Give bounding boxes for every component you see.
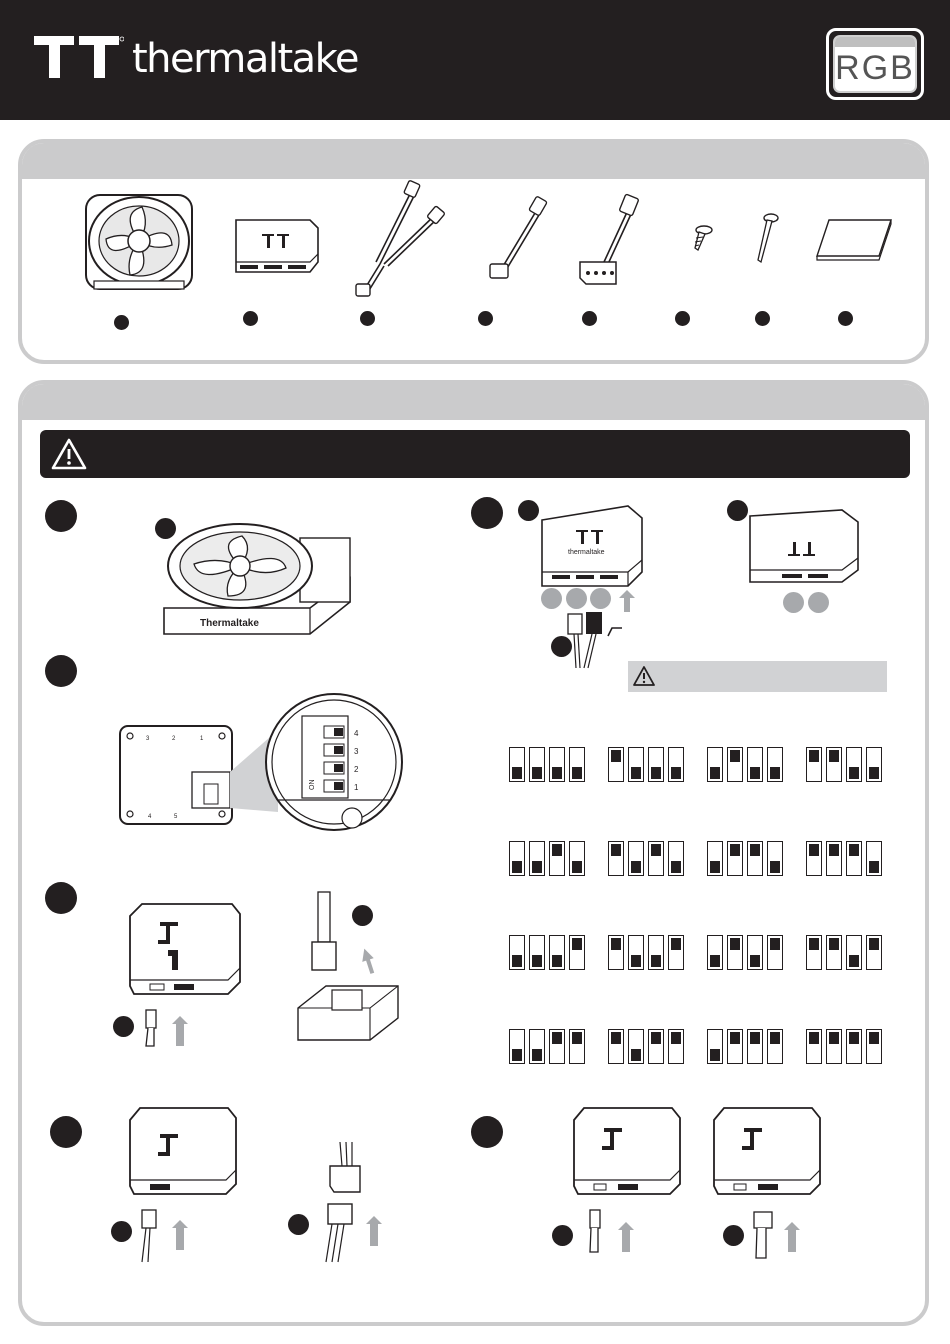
dip-switch-knob xyxy=(512,1049,522,1061)
step-6-bullet xyxy=(471,1116,503,1148)
accessory-bullet xyxy=(838,311,853,326)
dip-switch xyxy=(747,1029,763,1064)
dip-switch xyxy=(668,935,684,970)
dip-switch-knob xyxy=(849,1032,859,1044)
thermaltake-tt-logo-icon xyxy=(34,36,124,78)
dip-switch-config xyxy=(806,747,882,782)
warning-triangle-icon xyxy=(50,437,88,471)
dip-switch-config xyxy=(509,1029,585,1064)
dip-switch xyxy=(648,841,664,876)
dip-switch-location-illustration xyxy=(118,690,418,840)
dip-switch-knob xyxy=(611,938,621,950)
dip-switch-knob xyxy=(809,844,819,856)
warning-bar xyxy=(40,430,910,478)
dip-switch xyxy=(529,841,545,876)
dip-switch-knob xyxy=(730,844,740,856)
accessory-bullet xyxy=(360,311,375,326)
dip-switch xyxy=(806,747,822,782)
dip-switch xyxy=(668,841,684,876)
dip-switch-config xyxy=(608,841,684,876)
dip-switch-knob xyxy=(770,767,780,779)
rgb-badge-label: RGB xyxy=(835,49,915,87)
dip-switch xyxy=(727,1029,743,1064)
dip-switch-knob xyxy=(651,1032,661,1044)
dip-switch xyxy=(806,841,822,876)
controller-top-illustration xyxy=(572,1104,684,1200)
accessory-bullet xyxy=(582,311,597,326)
dip-switch-knob xyxy=(770,1032,780,1044)
dip-switch-knob xyxy=(750,844,760,856)
dip-switch-knob xyxy=(651,844,661,856)
dip-switch-knob xyxy=(809,750,819,762)
dip-switch xyxy=(628,1029,644,1064)
long-screw-icon xyxy=(752,212,780,268)
dip-switch xyxy=(707,1029,723,1064)
dip-switch-knob xyxy=(750,767,760,779)
y-splitter-cable-icon xyxy=(350,178,446,300)
dip-switch xyxy=(628,747,644,782)
controller-logo-text: thermaltake xyxy=(568,549,605,556)
warning-note-bar xyxy=(628,661,887,692)
dip-switch-config xyxy=(608,935,684,970)
dip-switch xyxy=(866,935,882,970)
dip-switch xyxy=(747,841,763,876)
dip-switch xyxy=(569,841,585,876)
warning-triangle-icon xyxy=(632,665,656,687)
step-3-bullet xyxy=(45,655,77,687)
dip-switch-knob xyxy=(532,955,542,967)
dip-switch-config xyxy=(806,1029,882,1064)
short-screw-icon xyxy=(690,224,714,252)
dip-switch xyxy=(549,747,565,782)
dip-switch xyxy=(846,841,862,876)
dip-switch-knob xyxy=(552,844,562,856)
svg-text:1: 1 xyxy=(354,783,359,792)
dip-switch xyxy=(509,1029,525,1064)
controller-top-illustration xyxy=(128,900,244,1000)
molex-power-cable-icon xyxy=(572,192,652,296)
dip-switch xyxy=(767,841,783,876)
dip-switch xyxy=(608,1029,624,1064)
dip-switch-knob xyxy=(532,1049,542,1061)
dip-switch xyxy=(806,935,822,970)
dip-switch xyxy=(668,1029,684,1064)
dip-switch-config xyxy=(707,1029,783,1064)
part-bullet xyxy=(288,1214,309,1235)
dip-switch-config xyxy=(707,935,783,970)
brand-name: thermaltake xyxy=(132,36,359,82)
dip-switch-knob xyxy=(651,955,661,967)
dip-switch-knob xyxy=(631,767,641,779)
dip-switch xyxy=(628,841,644,876)
dip-switch-knob xyxy=(710,767,720,779)
dip-switch xyxy=(707,935,723,970)
dip-switch-knob xyxy=(750,1032,760,1044)
dip-switch xyxy=(549,1029,565,1064)
installation-panel-header xyxy=(22,384,925,420)
dip-switch-knob xyxy=(572,861,582,873)
part-bullet xyxy=(723,1225,744,1246)
cable-plug-illustration xyxy=(582,1208,642,1258)
dip-switch xyxy=(648,1029,664,1064)
dip-switch xyxy=(608,841,624,876)
svg-text:1: 1 xyxy=(200,736,204,742)
accessory-bullet xyxy=(478,311,493,326)
dip-switch xyxy=(727,841,743,876)
rgb-cable-plug-illustration xyxy=(748,1208,808,1264)
port-bullet xyxy=(783,592,804,613)
dip-switch-knob xyxy=(869,767,879,779)
part-bullet xyxy=(111,1221,132,1242)
molex-connection-illustration xyxy=(316,1140,392,1264)
dip-switch xyxy=(628,935,644,970)
dip-switch-knob xyxy=(651,767,661,779)
dip-switch xyxy=(866,841,882,876)
svg-text:3: 3 xyxy=(354,747,359,756)
dip-switch-knob xyxy=(770,861,780,873)
fan-frame-text: Thermaltake xyxy=(200,618,259,629)
dip-switch-knob xyxy=(611,750,621,762)
dip-switch xyxy=(727,935,743,970)
dip-switch xyxy=(509,935,525,970)
dip-switch-knob xyxy=(552,955,562,967)
dip-switch-knob xyxy=(611,844,621,856)
rgb-controller-box-icon xyxy=(230,212,322,282)
dip-switch-knob xyxy=(730,938,740,950)
adhesive-pad-icon xyxy=(815,214,895,266)
dip-switch xyxy=(668,747,684,782)
dip-switch xyxy=(549,935,565,970)
dip-switch xyxy=(846,1029,862,1064)
step-2-bullet xyxy=(471,497,503,529)
dip-switch-knob xyxy=(671,861,681,873)
dip-switch-knob xyxy=(809,1032,819,1044)
controller-top-illustration xyxy=(128,1104,240,1200)
dip-switch xyxy=(846,747,862,782)
svg-text:2: 2 xyxy=(354,765,359,774)
part-bullet xyxy=(518,500,539,521)
dip-switch xyxy=(767,1029,783,1064)
rgb-fan-icon xyxy=(80,185,198,297)
dip-switch xyxy=(747,935,763,970)
dip-switch xyxy=(509,747,525,782)
dip-switch-knob xyxy=(730,1032,740,1044)
dip-switch xyxy=(707,841,723,876)
dip-switch-knob xyxy=(869,861,879,873)
dip-switch xyxy=(806,1029,822,1064)
dip-switch xyxy=(608,747,624,782)
dip-switch xyxy=(648,935,664,970)
dip-switch-knob xyxy=(849,767,859,779)
power-cable-plug-illustration xyxy=(136,1208,196,1264)
dip-switch-knob xyxy=(572,938,582,950)
svg-text:2: 2 xyxy=(172,736,176,742)
dip-switch-knob xyxy=(710,861,720,873)
dip-switch-knob xyxy=(829,938,839,950)
dip-switch-knob xyxy=(671,767,681,779)
dip-switch xyxy=(767,935,783,970)
dip-switch-knob xyxy=(829,750,839,762)
dip-switch-config xyxy=(509,841,585,876)
fan-mounting-illustration xyxy=(160,518,356,638)
dip-switch-knob xyxy=(849,844,859,856)
dip-switch xyxy=(727,747,743,782)
part-bullet xyxy=(727,500,748,521)
dip-switch xyxy=(608,935,624,970)
dip-switch-knob xyxy=(611,1032,621,1044)
dip-switch-knob xyxy=(710,955,720,967)
dip-switch-knob xyxy=(552,1032,562,1044)
dip-switch xyxy=(509,841,525,876)
dip-switch-knob xyxy=(710,1049,720,1061)
dip-switch-config xyxy=(509,747,585,782)
rgb-cable-connector-illustration xyxy=(564,608,624,672)
dip-switch xyxy=(529,1029,545,1064)
dip-switch-knob xyxy=(869,938,879,950)
dip-switch-knob xyxy=(671,1032,681,1044)
dip-switch-knob xyxy=(750,955,760,967)
dip-switch-knob xyxy=(730,750,740,762)
dip-switch xyxy=(826,747,842,782)
controller-front-illustration xyxy=(538,502,648,592)
dip-switch-knob xyxy=(770,938,780,950)
accessories-panel-header xyxy=(22,143,925,179)
svg-text:5: 5 xyxy=(174,814,178,820)
dip-switch xyxy=(846,935,862,970)
step-1-bullet xyxy=(45,500,77,532)
dip-switch-knob xyxy=(572,767,582,779)
dip-switch-config xyxy=(806,935,882,970)
dip-switch-knob xyxy=(512,767,522,779)
accessory-bullet xyxy=(675,311,690,326)
dip-switch-config xyxy=(509,935,585,970)
dip-switch xyxy=(529,747,545,782)
dip-switch-config xyxy=(707,841,783,876)
dip-switch xyxy=(747,747,763,782)
dip-switch xyxy=(767,747,783,782)
dip-on-label: ON xyxy=(309,779,316,790)
cable-plug-illustration xyxy=(140,1008,196,1050)
dip-switch xyxy=(549,841,565,876)
dip-switch xyxy=(707,747,723,782)
dip-switch-knob xyxy=(631,861,641,873)
controller-top-illustration xyxy=(712,1104,824,1200)
dip-switch-knob xyxy=(532,767,542,779)
dip-switch-knob xyxy=(829,1032,839,1044)
dip-switch-knob xyxy=(829,844,839,856)
extension-cable-icon xyxy=(480,192,556,288)
rgb-badge xyxy=(826,28,924,100)
dip-switch xyxy=(529,935,545,970)
dip-switch-config xyxy=(806,841,882,876)
dip-switch-knob xyxy=(631,955,641,967)
port-bullet xyxy=(808,592,829,613)
dip-switch xyxy=(569,935,585,970)
dip-switch xyxy=(866,747,882,782)
step-4-bullet xyxy=(45,882,77,914)
dip-switch-config xyxy=(608,747,684,782)
dip-switch xyxy=(569,747,585,782)
dip-switch-knob xyxy=(849,955,859,967)
dip-switch-knob xyxy=(512,955,522,967)
header-connection-illustration xyxy=(296,890,400,1042)
dip-switch-knob xyxy=(552,767,562,779)
dip-switch xyxy=(569,1029,585,1064)
part-bullet xyxy=(113,1016,134,1037)
dip-switch-knob xyxy=(809,938,819,950)
dip-switch xyxy=(648,747,664,782)
accessory-bullet xyxy=(755,311,770,326)
controller-back-illustration xyxy=(746,506,862,588)
dip-switch-knob xyxy=(869,1032,879,1044)
dip-switch xyxy=(826,935,842,970)
dip-switch-knob xyxy=(532,861,542,873)
accessory-bullet xyxy=(243,311,258,326)
header-bar xyxy=(0,0,950,120)
dip-switch-knob xyxy=(512,861,522,873)
accessory-bullet xyxy=(114,315,129,330)
step-5-bullet xyxy=(50,1116,82,1148)
up-arrow-icon xyxy=(619,590,635,612)
svg-text:4: 4 xyxy=(148,814,152,820)
dip-switch-knob xyxy=(572,1032,582,1044)
dip-switch xyxy=(826,1029,842,1064)
part-bullet xyxy=(552,1225,573,1246)
dip-switch-config xyxy=(707,747,783,782)
dip-switch-knob xyxy=(671,938,681,950)
svg-text:3: 3 xyxy=(146,736,150,742)
dip-switch-knob xyxy=(631,1049,641,1061)
dip-switch xyxy=(826,841,842,876)
svg-text:4: 4 xyxy=(354,729,359,738)
dip-switch-config xyxy=(608,1029,684,1064)
dip-switch xyxy=(866,1029,882,1064)
